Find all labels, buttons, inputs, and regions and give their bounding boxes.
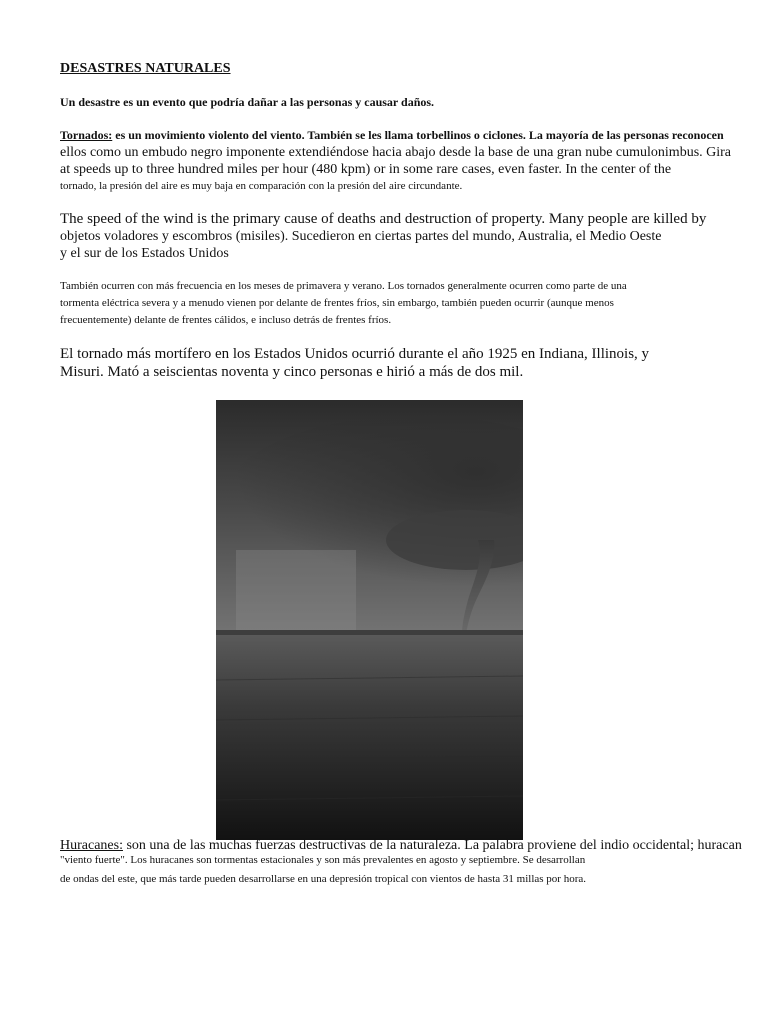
tornados-line-4: tornado, la presión del aire es muy baja en comparación con la presión del aire circundante. [60,180,463,192]
document-title: DESASTRES NATURALES [60,61,231,76]
tornados-term: Tornados: [60,128,113,142]
tornados-line-2: ellos como un embudo negro imponente extendiéndose hacia abajo desde la base de una gran nube cumulonimbus. Gira [60,145,732,160]
huracanes-line-3: de ondas del este, que más tarde pueden desarrollarse en una depresión tropical con vientos de hasta 31 millas por hora. [60,873,586,885]
huracanes-line-2: "viento fuerte". Los huracanes son tormentas estacionales y son más prevalentes en agosto y septiembre. Se desarrollan [60,854,586,866]
speed-line-3: y el sur de los Estados Unidos [60,246,229,261]
tornados-line-1 [60,128,724,143]
deadliest-line-1: El tornado más mortífero en los Estados Unidos ocurrió durante el año 1925 en Indiana, Illinois, y [60,346,650,362]
huracanes-line-1-text: son una de las muchas fuerzas destructivas de la naturaleza. La palabra proviene del indio occidental; huracan [122,838,742,853]
deadliest-line-2: Misuri. Mató a seiscientas noventa y cinco personas e hirió a más de dos mil. [60,364,524,380]
huracanes-term: Huracanes: [60,838,123,853]
speed-line-1: The speed of the wind is the primary cause of deaths and destruction of property. Many people are killed by [60,211,707,227]
season-line-1: También ocurren con más frecuencia en los meses de primavera y verano. Los tornados generalmente ocurren como parte de una [60,280,627,292]
tornado-photo [216,400,523,840]
speed-line-2: objetos voladores y escombros (misiles). Sucedieron en ciertas partes del mundo, Australia, el Medio Oeste [60,229,662,244]
tornados-line-3: at speeds up to three hundred miles per hour (480 kpm) or in some rare cases, even faster. In the center of the [60,162,672,177]
tornado-photo-graphic [216,400,523,840]
season-line-3: frecuentemente) delante de frentes cálidos, e incluso detrás de frentes fríos. [60,314,392,326]
tornados-line-1-text: es un movimiento violento del viento. También se les llama torbellinos o ciclones. La mayoría de las personas reconocen [112,128,724,142]
huracanes-line-1 [60,838,742,854]
season-line-2: tormenta eléctrica severa y a menudo vienen por delante de frentes fríos, sin embargo, también pueden ocurrir (aunque menos [60,297,614,309]
intro-sentence: Un desastre es un evento que podría dañar a las personas y causar daños. [60,95,435,109]
